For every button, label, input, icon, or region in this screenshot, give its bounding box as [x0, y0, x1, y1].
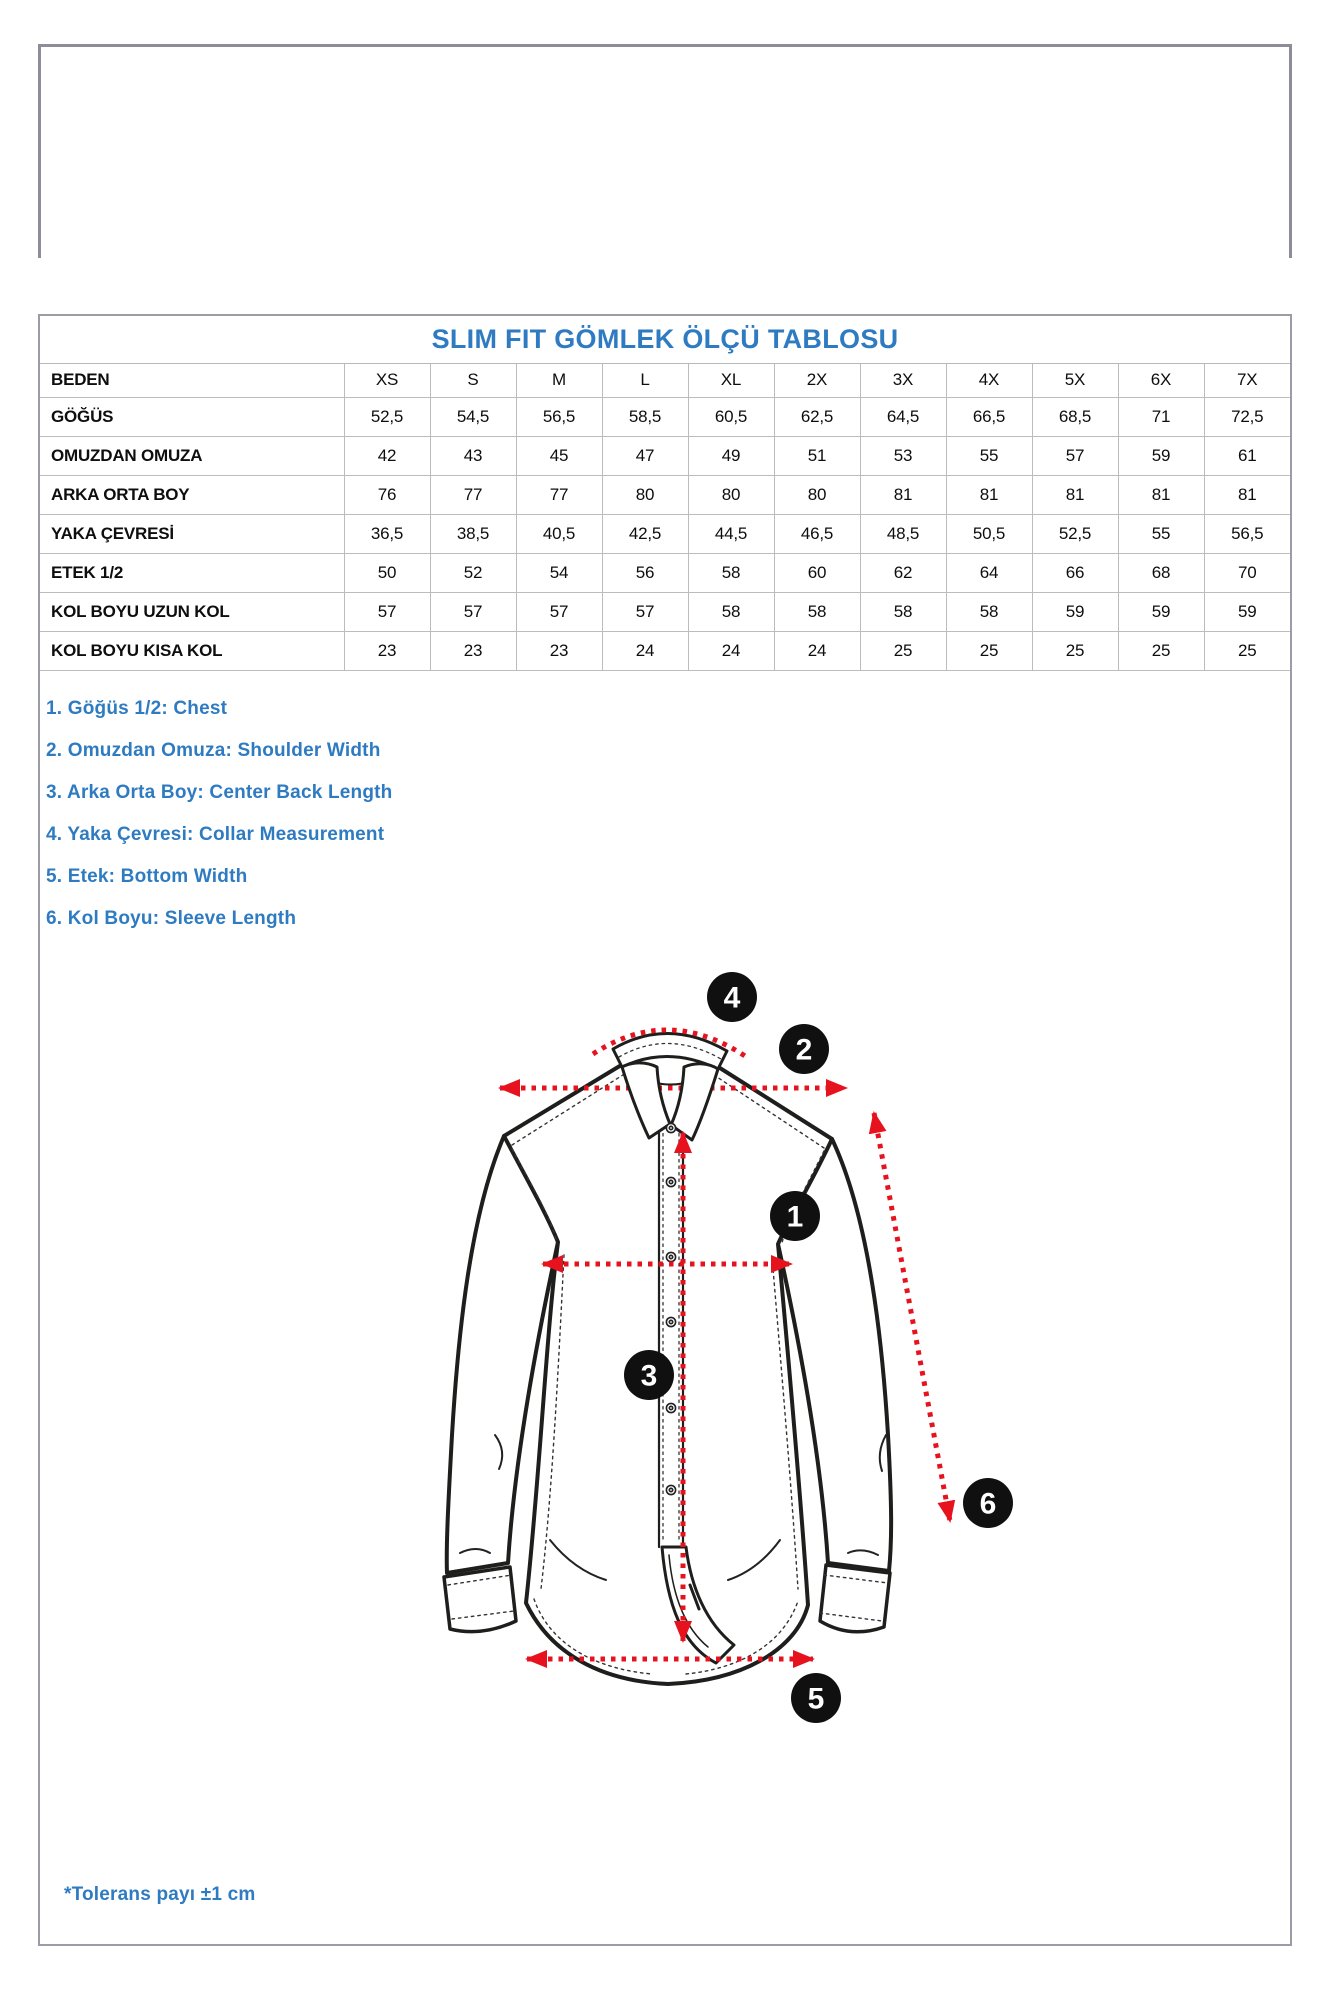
svg-text:2: 2 — [795, 1033, 813, 1067]
legend-item: 3. Arka Orta Boy: Center Back Length — [46, 782, 393, 803]
size-value-cell: 81 — [946, 475, 1032, 514]
size-value-cell: 57 — [1032, 436, 1118, 475]
right-cuff — [820, 1565, 890, 1632]
size-value-cell: 57 — [602, 592, 688, 631]
column-header-size: 6X — [1118, 364, 1204, 397]
size-value-cell: 62,5 — [774, 397, 860, 436]
size-value-cell: 25 — [860, 631, 946, 670]
row-label: YAKA ÇEVRESİ — [40, 514, 344, 553]
size-value-cell: 56,5 — [516, 397, 602, 436]
badge-collar — [707, 972, 757, 1022]
row-label: KOL BOYU UZUN KOL — [40, 592, 344, 631]
size-value-cell: 59 — [1118, 436, 1204, 475]
size-value-cell: 81 — [1032, 475, 1118, 514]
badge-center-back — [624, 1350, 674, 1400]
size-value-cell: 60 — [774, 553, 860, 592]
size-value-cell: 40,5 — [516, 514, 602, 553]
size-value-cell: 59 — [1032, 592, 1118, 631]
size-value-cell: 25 — [1032, 631, 1118, 670]
size-value-cell: 59 — [1118, 592, 1204, 631]
size-value-cell: 61 — [1204, 436, 1290, 475]
legend-item: 4. Yaka Çevresi: Collar Measurement — [46, 824, 385, 845]
size-value-cell: 76 — [344, 475, 430, 514]
size-table-row — [40, 436, 1290, 475]
left-cuff — [444, 1567, 516, 1632]
size-value-cell: 47 — [602, 436, 688, 475]
badge-bottom-width — [791, 1673, 841, 1723]
row-label: KOL BOYU KISA KOL — [40, 631, 344, 670]
size-value-cell: 77 — [516, 475, 602, 514]
size-value-cell: 72,5 — [1204, 397, 1290, 436]
size-value-cell: 77 — [430, 475, 516, 514]
svg-text:6: 6 — [979, 1487, 997, 1521]
row-label: ETEK 1/2 — [40, 553, 344, 592]
size-value-cell: 54,5 — [430, 397, 516, 436]
size-table-row — [40, 475, 1290, 514]
size-table-body — [40, 397, 1290, 670]
size-table-row — [40, 397, 1290, 436]
size-value-cell: 25 — [1118, 631, 1204, 670]
size-value-cell: 50,5 — [946, 514, 1032, 553]
column-header-size: 4X — [946, 364, 1032, 397]
size-value-cell: 81 — [860, 475, 946, 514]
row-label: OMUZDAN OMUZA — [40, 436, 344, 475]
size-table-row — [40, 631, 1290, 670]
size-value-cell: 45 — [516, 436, 602, 475]
size-value-cell: 70 — [1204, 553, 1290, 592]
size-value-cell: 52 — [430, 553, 516, 592]
column-header-beden: BEDEN — [40, 364, 344, 397]
column-header-size: 7X — [1204, 364, 1290, 397]
size-table-row — [40, 514, 1290, 553]
size-value-cell: 58 — [774, 592, 860, 631]
size-value-cell: 80 — [602, 475, 688, 514]
size-value-cell: 42 — [344, 436, 430, 475]
svg-text:5: 5 — [807, 1682, 825, 1716]
size-table-row — [40, 553, 1290, 592]
size-value-cell: 57 — [516, 592, 602, 631]
measurement-legend — [46, 688, 392, 940]
size-value-cell: 57 — [344, 592, 430, 631]
size-value-cell: 38,5 — [430, 514, 516, 553]
legend-item: 6. Kol Boyu: Sleeve Length — [46, 908, 297, 929]
column-header-size: L — [602, 364, 688, 397]
size-table — [40, 364, 1290, 671]
column-header-size: 2X — [774, 364, 860, 397]
size-value-cell: 56 — [602, 553, 688, 592]
size-value-cell: 60,5 — [688, 397, 774, 436]
size-value-cell: 58 — [946, 592, 1032, 631]
size-value-cell: 52,5 — [344, 397, 430, 436]
size-value-cell: 62 — [860, 553, 946, 592]
legend-item: 5. Etek: Bottom Width — [46, 866, 248, 887]
size-value-cell: 24 — [774, 631, 860, 670]
size-value-cell: 64,5 — [860, 397, 946, 436]
size-value-cell: 80 — [688, 475, 774, 514]
size-table-title: SLIM FIT GÖMLEK ÖLÇÜ TABLOSU — [40, 316, 1290, 364]
size-value-cell: 46,5 — [774, 514, 860, 553]
size-value-cell: 49 — [688, 436, 774, 475]
size-value-cell: 50 — [344, 553, 430, 592]
badge-shoulder-width — [779, 1024, 829, 1074]
size-value-cell: 51 — [774, 436, 860, 475]
size-value-cell: 55 — [1118, 514, 1204, 553]
size-value-cell: 81 — [1118, 475, 1204, 514]
size-value-cell: 25 — [1204, 631, 1290, 670]
svg-text:3: 3 — [640, 1359, 658, 1393]
size-value-cell: 56,5 — [1204, 514, 1290, 553]
size-value-cell: 24 — [688, 631, 774, 670]
column-header-size: 3X — [860, 364, 946, 397]
column-header-size: XS — [344, 364, 430, 397]
tolerance-note: *Tolerans payı ±1 cm — [64, 1884, 256, 1905]
size-value-cell: 66 — [1032, 553, 1118, 592]
size-value-cell: 53 — [860, 436, 946, 475]
size-value-cell: 59 — [1204, 592, 1290, 631]
size-value-cell: 57 — [430, 592, 516, 631]
legend-item: 1. Göğüs 1/2: Chest — [46, 698, 228, 719]
badge-chest — [770, 1191, 820, 1241]
badge-sleeve-length — [963, 1478, 1013, 1528]
column-header-size: XL — [688, 364, 774, 397]
shirt-measurement-diagram — [400, 955, 1030, 1725]
size-value-cell: 58 — [860, 592, 946, 631]
size-value-cell: 54 — [516, 553, 602, 592]
row-label: GÖĞÜS — [40, 397, 344, 436]
size-value-cell: 58 — [688, 553, 774, 592]
size-value-cell: 68 — [1118, 553, 1204, 592]
size-table-header-row — [40, 364, 1290, 397]
size-value-cell: 43 — [430, 436, 516, 475]
top-image-frame — [38, 44, 1292, 258]
svg-text:4: 4 — [723, 981, 741, 1015]
legend-list — [46, 688, 392, 940]
size-value-cell: 68,5 — [1032, 397, 1118, 436]
size-value-cell: 55 — [946, 436, 1032, 475]
size-value-cell: 71 — [1118, 397, 1204, 436]
size-value-cell: 23 — [516, 631, 602, 670]
size-value-cell: 58,5 — [602, 397, 688, 436]
size-table-row — [40, 592, 1290, 631]
size-value-cell: 24 — [602, 631, 688, 670]
size-value-cell: 36,5 — [344, 514, 430, 553]
size-value-cell: 42,5 — [602, 514, 688, 553]
size-value-cell: 44,5 — [688, 514, 774, 553]
size-value-cell: 81 — [1204, 475, 1290, 514]
size-value-cell: 66,5 — [946, 397, 1032, 436]
size-value-cell: 64 — [946, 553, 1032, 592]
size-value-cell: 25 — [946, 631, 1032, 670]
size-value-cell: 23 — [430, 631, 516, 670]
size-value-cell: 52,5 — [1032, 514, 1118, 553]
column-header-size: 5X — [1032, 364, 1118, 397]
column-header-size: M — [516, 364, 602, 397]
svg-text:1: 1 — [786, 1200, 804, 1234]
column-header-size: S — [430, 364, 516, 397]
size-value-cell: 80 — [774, 475, 860, 514]
legend-item: 2. Omuzdan Omuza: Shoulder Width — [46, 740, 381, 761]
size-table-section — [40, 316, 1290, 671]
row-label: ARKA ORTA BOY — [40, 475, 344, 514]
size-value-cell: 58 — [688, 592, 774, 631]
size-value-cell: 23 — [344, 631, 430, 670]
size-value-cell: 48,5 — [860, 514, 946, 553]
